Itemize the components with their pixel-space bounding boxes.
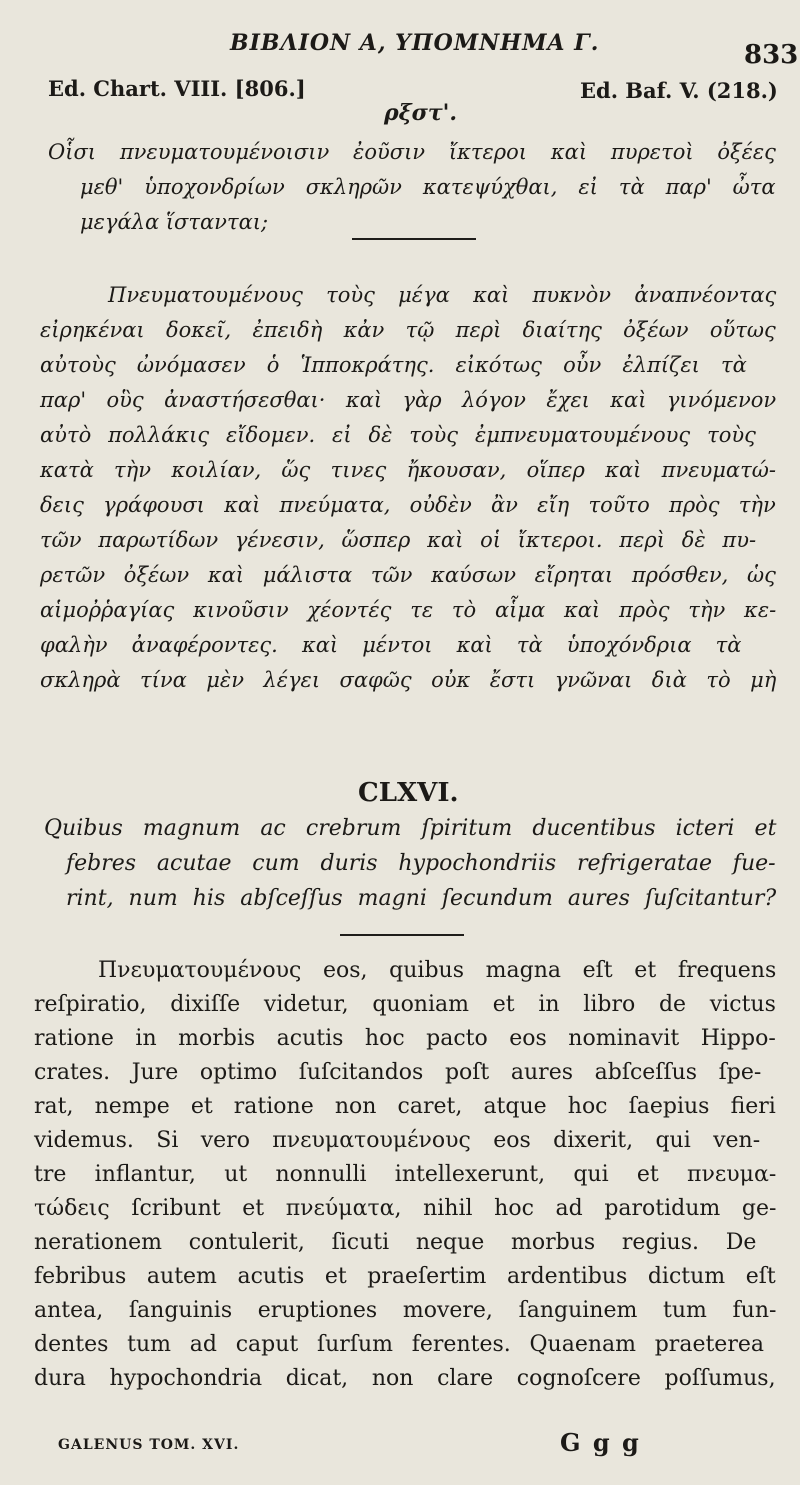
greek-commentary-line: αἱμοῤῥαγίας κινοῦσιν χέοντές τε τὸ αἷμα καὶ πρὸς τὴν κε- — [40, 598, 777, 622]
greek-aphorism-line: Οἷσι πνευματουμένοισιν ἐοῦσιν ἴκτεροι καὶ πυρετοὶ ὀξέες — [48, 140, 776, 164]
greek-commentary-line: αὐτὸ πολλάκις εἴδομεν. εἰ δὲ τοὺς ἐμπνευματουμένους τοὺς — [40, 423, 756, 447]
page-number: 833 — [744, 40, 799, 70]
greek-commentary-line: κατὰ τὴν κοιλίαν, ὥς τινες ἤκουσαν, οἵπερ καὶ πνευματώ- — [40, 458, 776, 482]
latin-aphorism-line: rint, num his abſceſſus magni ſecundum aures ſuſcitantur? — [66, 886, 777, 911]
greek-commentary-line: παρ' οὓς ἀναστήσεσθαι· καὶ γὰρ λόγον ἔχει καὶ γινόμενον — [40, 388, 777, 412]
latin-commentary-line: dentes tum ad caput ſurſum ferentes. Quaenam praeterea — [34, 1332, 764, 1357]
greek-commentary-line: δεις γράφουσι καὶ πνεύματα, οὐδὲν ἂν εἴη τοῦτο πρὸς τὴν — [40, 493, 776, 517]
latin-commentary-line: Πνευματουμένους eos, quibus magna eſt et frequens — [98, 958, 777, 983]
latin-commentary-line: rat, nempe et ratione non caret, atque hoc ſaepius fieri — [34, 1094, 776, 1119]
latin-commentary-line: nerationem contulerit, ſicuti neque morbus regius. De — [34, 1230, 757, 1255]
latin-commentary-line: dura hypochondria dicat, non clare cognoſcere poſſumus, — [34, 1366, 776, 1391]
latin-divider-rule — [340, 934, 464, 936]
latin-commentary-line: crates. Jure optimo ſuſcitandos poſt aures abſceſſus ſpe- — [34, 1060, 762, 1085]
latin-commentary-line: ratione in morbis acutis hoc pacto eos nominavit Hippo- — [34, 1026, 776, 1051]
latin-section-number: CLXVI. — [358, 778, 459, 808]
signature-mark: GALENUS TOM. XVI. — [58, 1437, 240, 1453]
greek-commentary-line: ρετῶν ὀξέων καὶ μάλιστα τῶν καύσων εἴρηται πρόσθεν, ὡς — [40, 563, 776, 587]
greek-commentary-line: φαλὴν ἀναφέροντες. καὶ μέντοι καὶ τὰ ὑποχόνδρια τὰ — [40, 633, 742, 657]
latin-commentary-line: antea, ſanguinis eruptiones movere, ſanguinem tum fun- — [34, 1298, 777, 1323]
latin-commentary-line: febribus autem acutis et praeſertim ardentibus dictum eſt — [34, 1264, 776, 1289]
greek-aphorism-line: μεθ' ὑποχονδρίων σκληρῶν κατεψύχθαι, εἰ τὰ παρ' ὦτα — [80, 175, 776, 199]
greek-commentary-line: σκληρὰ τίνα μὲν λέγει σαφῶς οὐκ ἔστι γνῶναι διὰ τὸ μὴ — [40, 668, 777, 692]
latin-aphorism-line: febres acutae cum duris hypochondriis refrigeratae fue- — [66, 851, 776, 876]
latin-commentary-line: τώδεις ſcribunt et πνεύματα, nihil hoc ad parotidum ge- — [34, 1196, 777, 1221]
greek-aphorism-line: μεγάλα ἵστανται; — [80, 210, 269, 234]
greek-commentary-line: τῶν παρωτίδων γένεσιν, ὥσπερ καὶ οἱ ἴκτεροι. περὶ δὲ πυ- — [40, 528, 757, 552]
running-title: ΒΙΒΛΙΟΝ Α, ΥΠΟΜΝΗΜΑ Γ. — [230, 30, 600, 56]
latin-commentary-line: tre inflantur, ut nonnulli intellexerunt, qui et πνευμα- — [34, 1162, 777, 1187]
gathering-mark: G g g — [560, 1428, 641, 1457]
edition-basel-ref: Ed. Baf. V. (218.) — [580, 78, 778, 103]
latin-aphorism-line: Quibus magnum ac crebrum ſpiritum ducentibus icteri et — [44, 816, 777, 841]
greek-commentary-line: αὐτοὺς ὠνόμασεν ὁ Ἱπποκράτης. εἰκότως οὖν ἐλπίζει τὰ — [40, 353, 747, 377]
greek-section-number: ρξστ'. — [384, 100, 458, 126]
latin-commentary-line: reſpiratio, dixiſſe videtur, quoniam et in libro de victus — [34, 992, 776, 1017]
greek-divider-rule — [352, 238, 476, 240]
latin-commentary-line: videmus. Si vero πνευματουμένους eos dixerit, qui ven- — [34, 1128, 761, 1153]
edition-chart-ref: Ed. Chart. VIII. [806.] — [48, 76, 306, 101]
greek-commentary-line: εἰρηκέναι δοκεῖ, ἐπειδὴ κἀν τῷ περὶ διαίτης ὀξέων οὕτως — [40, 318, 776, 342]
greek-commentary-line: Πνευματουμένους τοὺς μέγα καὶ πυκνὸν ἀναπνέοντας — [108, 283, 777, 307]
